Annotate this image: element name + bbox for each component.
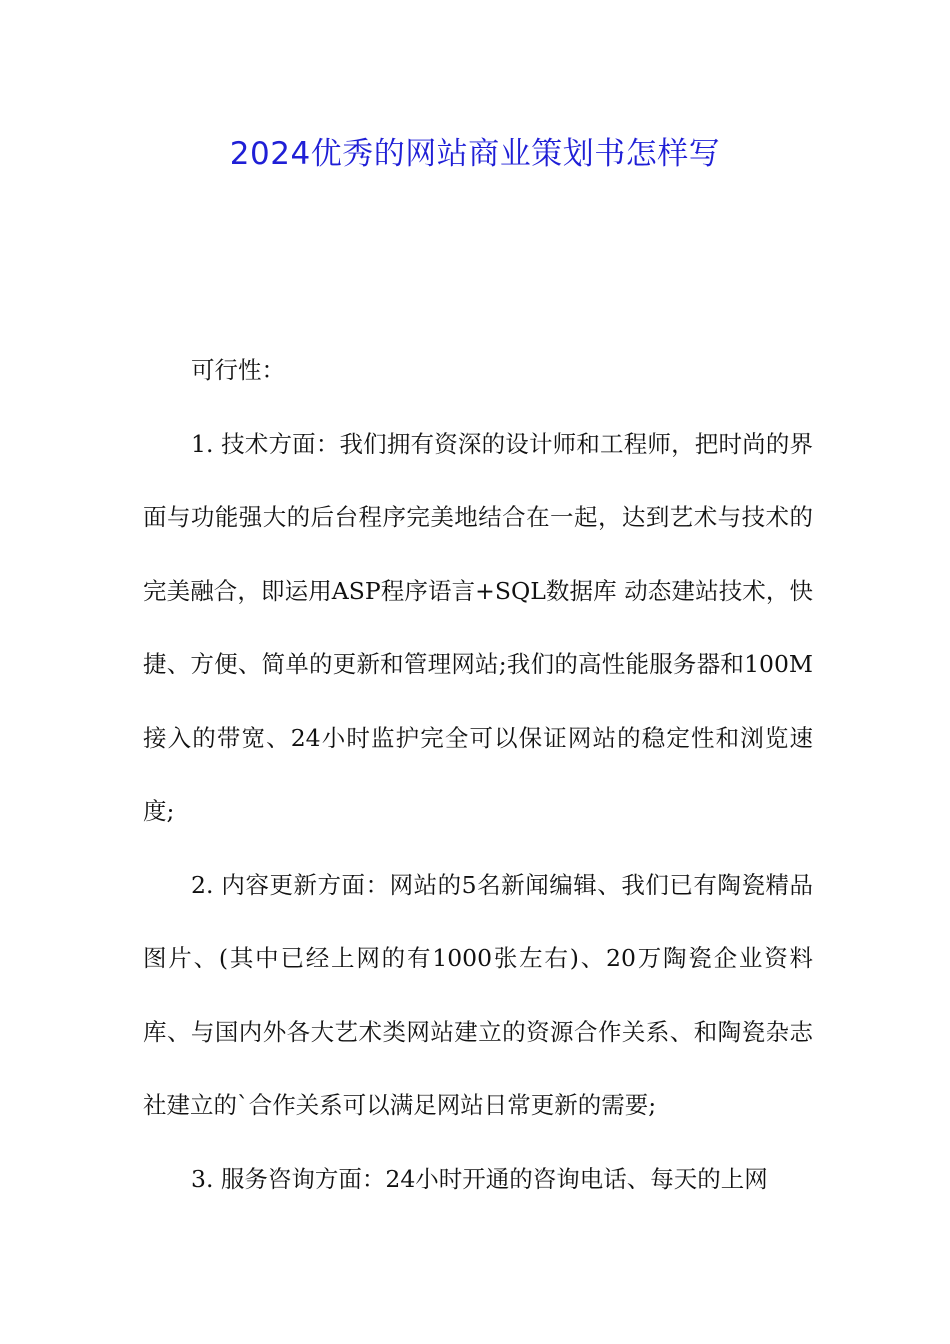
document-body	[143, 334, 813, 1216]
paragraph-feasibility-heading: 可行性：	[191, 356, 285, 384]
paragraph-technology: 1. 技术方面：我们拥有资深的设计师和工程师，把时尚的界面与功能强大的后台程序完美地结合在一起，达到艺术与技术的完美融合，即运用ASP程序语言+SQL数据库 动态建站技术，快捷、方便、简单的更新和管理网站;我们的高性能服务器和100M接入的带宽、24小时监护完全可以保证网站的稳定性和浏览速度;	[143, 429, 813, 825]
document-title: 2024优秀的网站商业策划书怎样写	[229, 136, 721, 172]
paragraph-content-update: 2. 内容更新方面：网站的5名新闻编辑、我们已有陶瓷精品图片、(其中已经上网的有1000张左右)、20万陶瓷企业资料库、与国内外各大艺术类网站建立的资源合作关系、和陶瓷杂志社建立的`合作关系可以满足网站日常更新的需要;	[143, 870, 813, 1119]
paragraph-service-consulting: 3. 服务咨询方面：24小时开通的咨询电话、每天的上网	[191, 1164, 768, 1193]
